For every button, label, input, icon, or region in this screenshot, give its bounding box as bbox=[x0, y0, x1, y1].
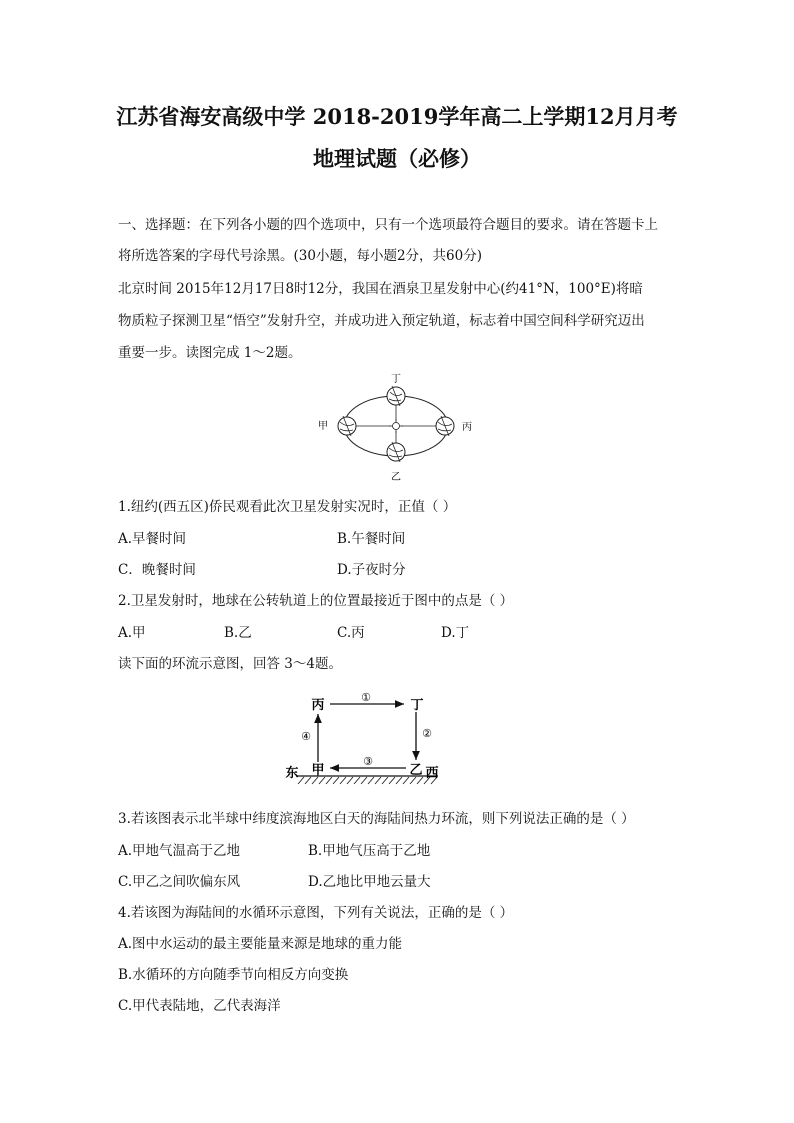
orbit-diagram bbox=[310, 370, 485, 485]
orbit-label-top: 丁 bbox=[391, 374, 401, 385]
arrow-2-label: ② bbox=[422, 727, 432, 740]
orbit-label-right: 丙 bbox=[462, 422, 472, 433]
section-intro-line-2: 将所选答案的字母代号涂黑。(30小题，每小题2分，共60分) bbox=[118, 248, 482, 264]
circ-label-west: 西 bbox=[425, 766, 439, 781]
title-line-2: 地理试题（必修） bbox=[313, 146, 481, 171]
q1-option-d: D.子夜时分 bbox=[337, 562, 406, 578]
q3-option-d: D.乙地比甲地云量大 bbox=[308, 874, 431, 890]
q4-option-b: B.水循环的方向随季节向相反方向变换 bbox=[118, 967, 349, 983]
q3-option-b: B.甲地气压高于乙地 bbox=[308, 843, 431, 859]
q2-option-d: D.丁 bbox=[441, 625, 470, 641]
q1-option-b: B.午餐时间 bbox=[337, 531, 406, 547]
section-intro-line-1: 一、选择题：在下列各小题的四个选项中，只有一个选项最符合题目的要求。请在答题卡上 bbox=[118, 217, 658, 233]
orbit-label-bottom: 乙 bbox=[391, 472, 401, 483]
q2-option-b: B.乙 bbox=[224, 625, 252, 641]
circ-label-east: 东 bbox=[285, 766, 299, 781]
q4-stem: 4.若该图为海陆间的水循环示意图，下列有关说法，正确的是（ ） bbox=[118, 905, 514, 921]
circ-label-top-left: 丙 bbox=[311, 698, 325, 713]
q3-option-c: C.甲乙之间吹偏东风 bbox=[118, 874, 241, 890]
earth-icon-left bbox=[338, 416, 356, 436]
q2-option-a: A.甲 bbox=[118, 625, 146, 641]
earth-icon-bottom bbox=[387, 442, 405, 462]
arrow-4-label: ④ bbox=[301, 730, 311, 743]
circ-label-bottom-right: 乙 bbox=[409, 763, 423, 778]
context-line-4: 读下面的环流示意图，回答 3～4题。 bbox=[118, 656, 342, 672]
circ-label-top-right: 丁 bbox=[410, 698, 424, 713]
arrow-3-label: ③ bbox=[363, 755, 373, 768]
q4-option-a: A.图中水运动的最主要能量来源是地球的重力能 bbox=[118, 936, 403, 952]
title-line-1: 江苏省海安高级中学 2018-2019学年高二上学期12月月考 bbox=[116, 104, 678, 129]
q4-option-c: C.甲代表陆地，乙代表海洋 bbox=[118, 998, 281, 1014]
q3-option-a: A.甲地气温高于乙地 bbox=[118, 843, 241, 859]
arrow-1-label: ① bbox=[361, 691, 371, 704]
q3-stem: 3.若该图表示北半球中纬度滨海地区白天的海陆间热力环流，则下列说法正确的是（ ） bbox=[118, 811, 635, 827]
q1-stem: 1.纽约(西五区)侨民观看此次卫星发射实况时，正值（ ） bbox=[118, 499, 457, 515]
context-line-3: 重要一步。读图完成 1～2题。 bbox=[118, 345, 302, 361]
orbit-label-left: 甲 bbox=[318, 421, 328, 432]
q2-stem: 2.卫星发射时，地球在公转轨道上的位置最接近于图中的点是（ ） bbox=[118, 593, 514, 609]
circulation-diagram bbox=[278, 688, 448, 792]
q2-option-c: C.丙 bbox=[337, 625, 365, 641]
ground-hatching bbox=[298, 777, 437, 784]
earth-icon-top bbox=[387, 386, 405, 406]
circ-label-bottom-left: 甲 bbox=[311, 763, 325, 778]
context-line-2: 物质粒子探测卫星“悟空”发射升空，并成功进入预定轨道，标志着中国空间科学研究迈出 bbox=[118, 313, 645, 329]
earth-icon-right bbox=[436, 416, 454, 436]
q1-option-a: A.早餐时间 bbox=[118, 531, 187, 547]
q1-option-c: C．晚餐时间 bbox=[118, 562, 196, 578]
context-line-1: 北京时间 2015年12月17日8时12分，我国在酒泉卫星发射中心(约41°N，100°E)将暗 bbox=[118, 281, 643, 297]
